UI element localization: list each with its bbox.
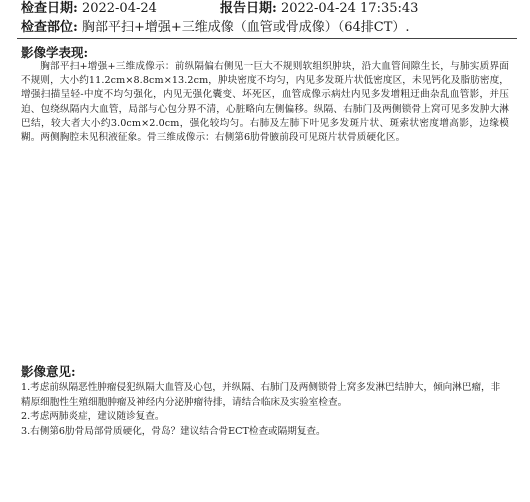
opinion-item: 1.考虑前纵隔恶性肿瘤侵犯纵隔大血管及心包，并纵隔、右肺门及两侧锁骨上窝多发淋巴结肿大，倾向淋巴瘤，非精原细胞性生殖细胞肿瘤及神经内分泌肿瘤待排，请结合临床及实验室检查。 [21,382,501,408]
exam-part-row [21,20,410,36]
exam-date-row [21,1,157,17]
header-divider [17,38,517,39]
opinion-item: 3.右侧第6肋骨局部骨质硬化，骨岛？建议结合骨ECT检查或隔期复查。 [21,425,326,437]
opinion-title: 影像意见: [21,364,76,379]
exam-part-value: 胸部平扫+增强+三维成像（血管或骨成像）（64排CT）. [81,20,410,35]
opinion-item: 2.考虑两肺炎症，建议随诊复查。 [21,411,165,422]
exam-date-value: 2022-04-24 [81,1,157,16]
findings-text: 胸部平扫+增强+三维成像示：前纵隔偏右侧见一巨大不规则软组织肿块，沿大血管间隙生长，与肺实质界面不规则，大小约11.2cm×8.8cm×13.2cm，肿块密度不均匀，内见多发斑片状低密度区，未见钙化及脂肪密度，增强扫描呈轻-中度不均匀强化，内见无强化囊变、坏死区，血管成像示病灶内见多发增粗迂曲杂乱血管影，并压迫、包绕纵隔内大血管，局部与心包分界不清，心脏略向左侧偏移。纵隔、右肺门及两侧锁骨上窝可见多发肿大淋巴结，较大者大小约3.0cm×2.0cm，强化较均匀。右肺及左肺下叶见多发斑片状、斑索状密度增高影，边缘模糊。两侧胸腔未见积液征象。骨三维成像示：右侧第6肋骨腋前段可见斑片状骨质硬化区。 [21,61,509,144]
exam-date-label: 检查日期: [21,1,78,16]
report-date-value: 2022-04-24 17:35:43 [280,1,419,16]
report-date-label: 报告日期: [220,1,277,16]
findings-title: 影像学表现: [21,45,89,60]
exam-part-label: 检查部位: [21,20,78,35]
report-date-row [220,1,418,17]
opinion-list [21,381,509,439]
